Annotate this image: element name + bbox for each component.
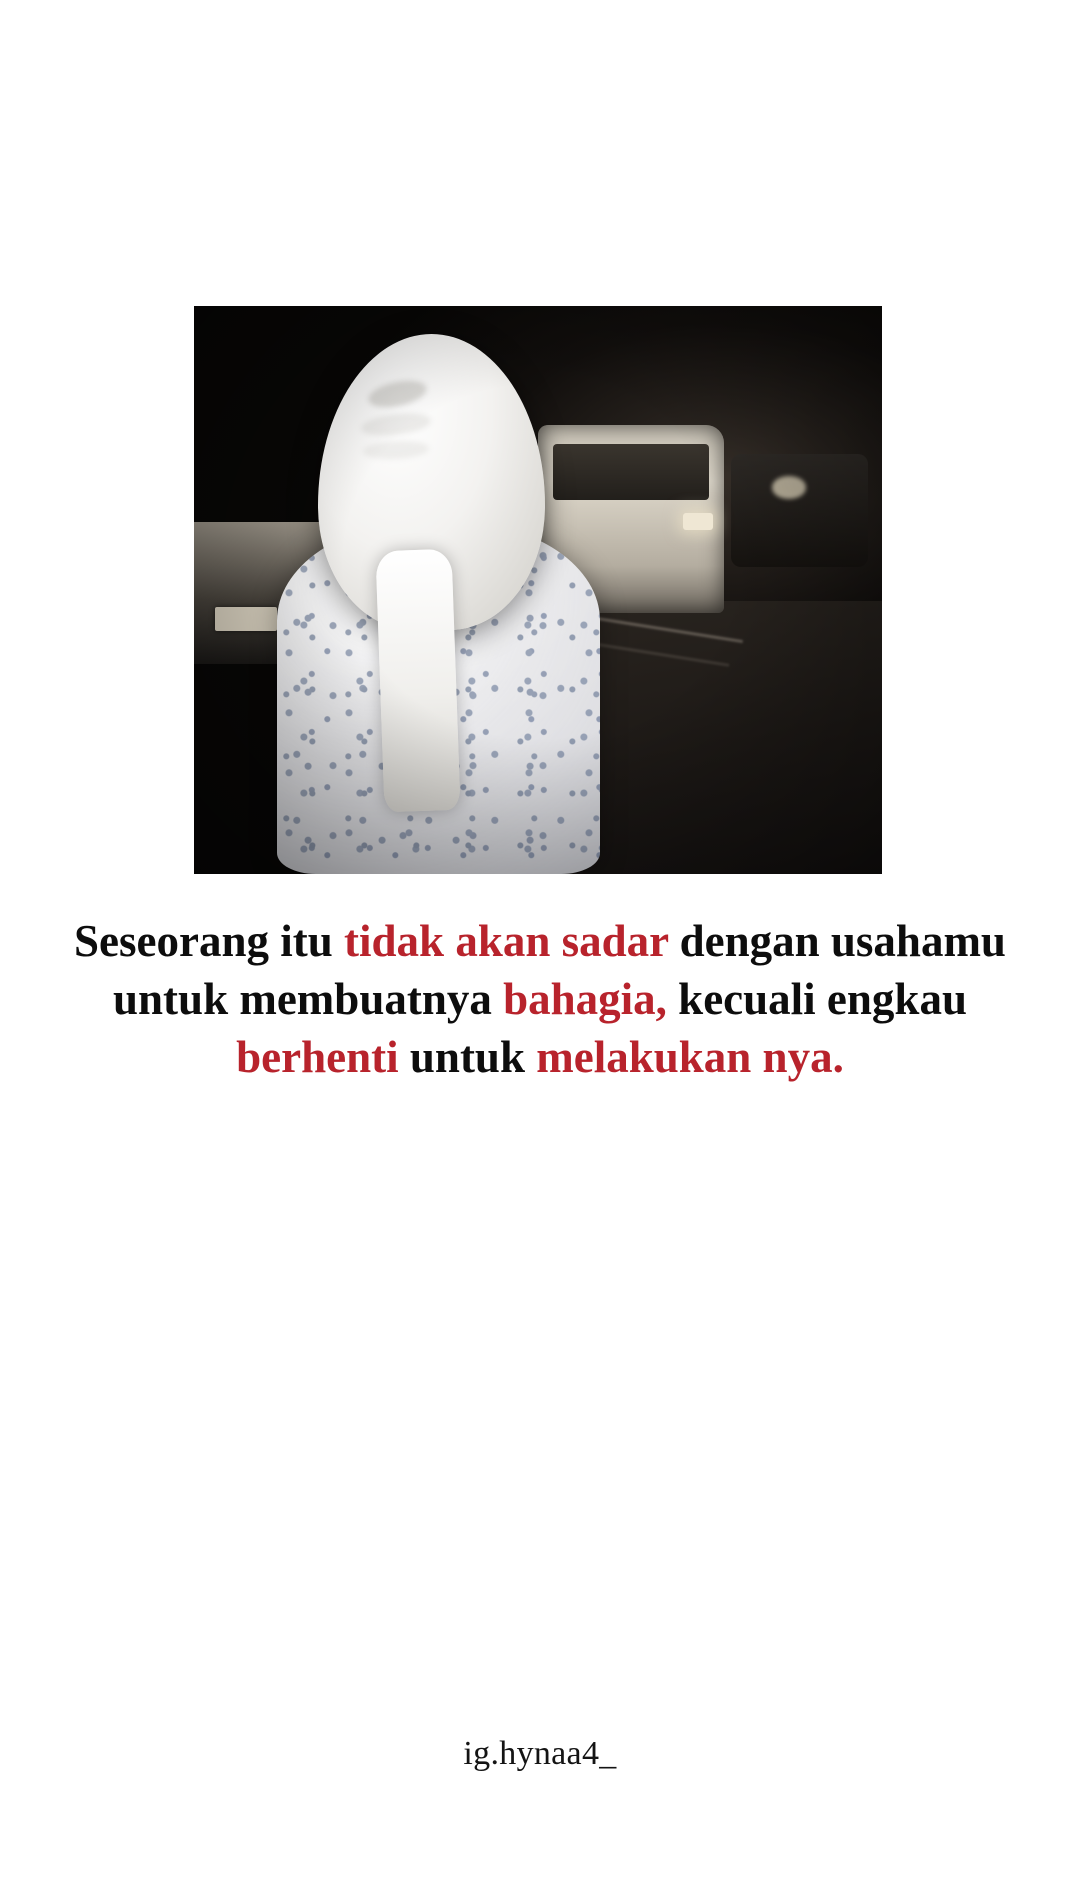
quote-segment: kecuali engkau [666,974,967,1024]
van-window [553,444,709,500]
account-handle: ig.hynaa4_ [463,1735,617,1772]
quote-segment: Seseorang itu [74,916,345,966]
hijab-fold [363,439,430,460]
quote-segment: untuk [398,1032,537,1082]
quote-segment: dengan usahamu untuk membuatnya [113,916,1006,1024]
quote-segment: melakukan nya. [536,1032,844,1082]
hijab-fold [366,376,429,411]
quote-segment: berhenti [236,1032,399,1082]
dark-car [731,454,869,568]
van-tail-light [683,513,713,530]
photo [194,306,882,874]
photo-night-scene [194,306,882,874]
hijab-fold [360,410,432,439]
hijab-tail [375,549,460,813]
quote-segment: bahagia, [503,974,667,1024]
quote-segment: tidak akan sadar [344,916,669,966]
quote-text [0,912,1080,1086]
license-plate [215,607,277,631]
